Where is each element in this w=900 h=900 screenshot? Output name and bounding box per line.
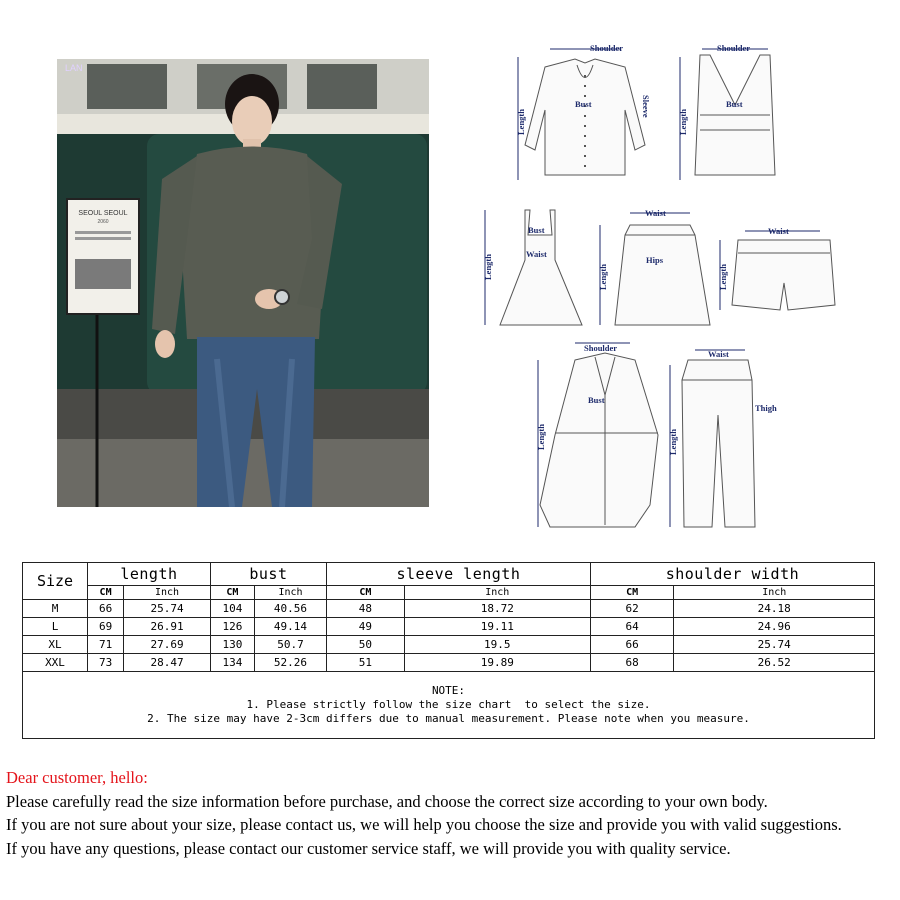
table-cell: 69 bbox=[88, 618, 124, 636]
unit-cm: CM bbox=[88, 586, 124, 600]
pants-waist-label: Waist bbox=[708, 349, 729, 359]
note-title: NOTE: bbox=[431, 684, 466, 697]
shorts-waist-label: Waist bbox=[768, 226, 789, 236]
unit-cm: CM bbox=[210, 586, 254, 600]
table-row bbox=[23, 600, 875, 618]
table-cell: 19.5 bbox=[404, 636, 590, 654]
table-cell: 71 bbox=[88, 636, 124, 654]
size-table-group-row bbox=[23, 563, 875, 586]
table-cell: 49 bbox=[327, 618, 405, 636]
table-cell: 24.96 bbox=[674, 618, 875, 636]
coat-shoulder-label: Shoulder bbox=[584, 343, 618, 353]
dress-length-label: Length bbox=[483, 254, 493, 280]
table-cell: 19.11 bbox=[404, 618, 590, 636]
table-cell: 104 bbox=[210, 600, 254, 618]
message-line-3: If you have any questions, please contact our customer service staff, we will provide you with quality service. bbox=[6, 838, 731, 858]
shirt-length-label: Length bbox=[516, 109, 526, 135]
table-cell: 18.72 bbox=[404, 600, 590, 618]
size-column-header: Size bbox=[23, 563, 88, 600]
table-cell: 73 bbox=[88, 654, 124, 672]
notes-row bbox=[23, 672, 875, 739]
message-line-2: If you are not sure about your size, please contact us, we will help you choose the size and provide you with valid suggestions. bbox=[6, 815, 842, 834]
vest-length-label: Length bbox=[678, 109, 688, 135]
notes-cell bbox=[23, 672, 875, 739]
skirt-hips-label: Hips bbox=[646, 255, 664, 265]
shirt-sleeve-label: Sleeve bbox=[641, 95, 651, 118]
unit-inch: Inch bbox=[674, 586, 875, 600]
vest-bust-label: Bust bbox=[726, 99, 743, 109]
size-cell: XL bbox=[23, 636, 88, 654]
coat-bust-label: Bust bbox=[588, 395, 605, 405]
unit-inch: Inch bbox=[404, 586, 590, 600]
table-cell: 134 bbox=[210, 654, 254, 672]
message-line-1: Please carefully read the size information before purchase, and choose the correct size according to your own body. bbox=[6, 791, 768, 811]
unit-cm: CM bbox=[590, 586, 674, 600]
table-cell: 50.7 bbox=[254, 636, 326, 654]
coat-length-label: Length bbox=[536, 424, 546, 450]
size-chart-table bbox=[22, 562, 875, 739]
sleeve-length-header: sleeve length bbox=[327, 563, 591, 586]
table-cell: 40.56 bbox=[254, 600, 326, 618]
table-cell: 62 bbox=[590, 600, 674, 618]
pants-length-label: Length bbox=[668, 429, 678, 455]
note-2: 2. The size may have 2-3cm differs due to manual measurement. Please note when you measure. bbox=[147, 712, 750, 725]
table-cell: 66 bbox=[88, 600, 124, 618]
size-table-unit-row bbox=[23, 586, 875, 600]
pants-thigh-label: Thigh bbox=[755, 403, 777, 413]
bust-header: bust bbox=[210, 563, 326, 586]
unit-cm: CM bbox=[327, 586, 405, 600]
table-cell: 25.74 bbox=[124, 600, 211, 618]
poster-title: SEOUL SEOUL bbox=[78, 210, 128, 217]
dress-waist-label: Waist bbox=[526, 249, 547, 259]
table-cell: 24.18 bbox=[674, 600, 875, 618]
shoulder-width-header: shoulder width bbox=[590, 563, 874, 586]
table-cell: 126 bbox=[210, 618, 254, 636]
table-cell: 48 bbox=[327, 600, 405, 618]
table-cell: 25.74 bbox=[674, 636, 875, 654]
table-row bbox=[23, 654, 875, 672]
skirt-waist-label: Waist bbox=[645, 208, 666, 218]
table-cell: 26.52 bbox=[674, 654, 875, 672]
size-cell: XXL bbox=[23, 654, 88, 672]
table-cell: 52.26 bbox=[254, 654, 326, 672]
model-photo bbox=[57, 59, 429, 507]
skirt-length-label: Length bbox=[598, 264, 608, 290]
unit-inch: Inch bbox=[124, 586, 211, 600]
table-cell: 66 bbox=[590, 636, 674, 654]
table-cell: 64 bbox=[590, 618, 674, 636]
table-cell: 50 bbox=[327, 636, 405, 654]
corner-text: LAN bbox=[65, 63, 83, 73]
size-cell: L bbox=[23, 618, 88, 636]
dress-bust-label: Bust bbox=[528, 225, 545, 235]
table-cell: 26.91 bbox=[124, 618, 211, 636]
poster-year: 2060 bbox=[97, 219, 109, 225]
table-cell: 130 bbox=[210, 636, 254, 654]
table-cell: 51 bbox=[327, 654, 405, 672]
customer-message bbox=[6, 766, 896, 860]
table-cell: 27.69 bbox=[124, 636, 211, 654]
note-1: 1. Please strictly follow the size chart to select the size. bbox=[246, 698, 651, 711]
size-cell: M bbox=[23, 600, 88, 618]
table-cell: 28.47 bbox=[124, 654, 211, 672]
shirt-shoulder-label: Shoulder bbox=[590, 43, 624, 53]
length-header: length bbox=[88, 563, 211, 586]
table-row bbox=[23, 618, 875, 636]
table-cell: 19.89 bbox=[404, 654, 590, 672]
table-row bbox=[23, 636, 875, 654]
table-cell: 49.14 bbox=[254, 618, 326, 636]
measurement-diagrams bbox=[470, 35, 870, 535]
vest-shoulder-label: Shoulder bbox=[717, 43, 751, 53]
shorts-length-label: Length bbox=[718, 264, 728, 290]
shirt-bust-label: Bust bbox=[575, 99, 592, 109]
unit-inch: Inch bbox=[254, 586, 326, 600]
table-cell: 68 bbox=[590, 654, 674, 672]
greeting: Dear customer, hello: bbox=[6, 768, 148, 787]
